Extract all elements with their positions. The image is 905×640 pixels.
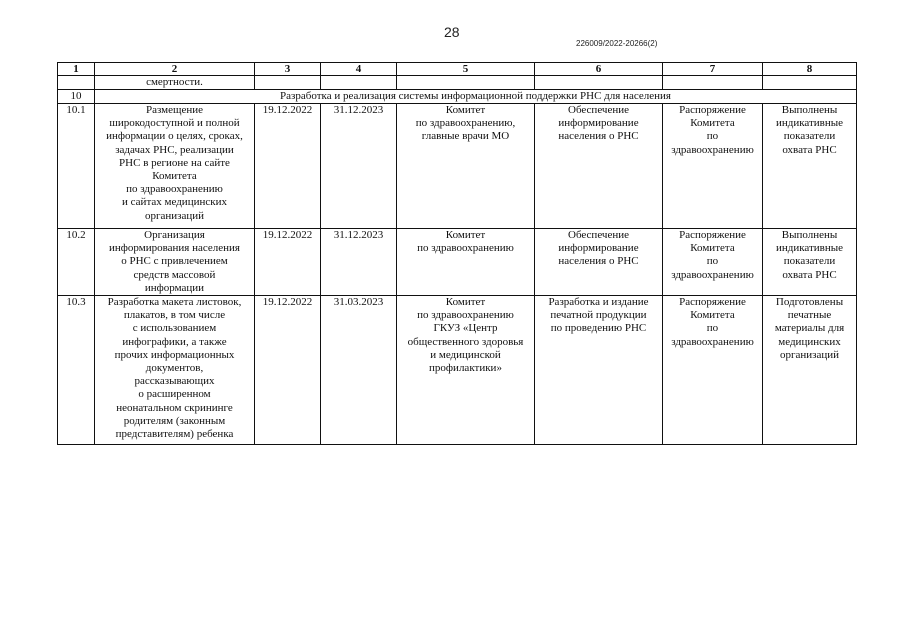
column-header-8: 8 [763,63,857,76]
document-id: 226009/2022-20266(2) [576,39,658,48]
row-number: 10.1 [58,104,95,229]
indicator-cell: Выполнены индикативные показатели охвата РНС [763,229,857,296]
start-date-cell: 19.12.2022 [255,296,321,445]
plan-table [57,62,857,445]
table-row [58,296,857,445]
start-date-cell: 19.12.2022 [255,229,321,296]
column-header-7: 7 [663,63,763,76]
section-title: Разработка и реализация системы информационной поддержки РНС для населения [95,90,857,104]
column-header-4: 4 [321,63,397,76]
continuation-cell-empty [255,76,321,90]
result-cell: Разработка и издание печатной продукции по проведению РНС [535,296,663,445]
column-number-row [58,63,857,76]
indicator-cell: Подготовлены печатные материалы для медицинских организаций [763,296,857,445]
responsible-cell: Комитет по здравоохранению ГКУЗ «Центр общественного здоровья и медицинской профилактики» [397,296,535,445]
continuation-cell-empty [321,76,397,90]
document-cell: Распоряжение Комитета по здравоохранению [663,229,763,296]
section-row [58,90,857,104]
row-number: 10.3 [58,296,95,445]
continuation-cell-empty [763,76,857,90]
continuation-cell-num [58,76,95,90]
responsible-cell: Комитет по здравоохранению, главные врачи МО [397,104,535,229]
document-cell: Распоряжение Комитета по здравоохранению [663,104,763,229]
section-number: 10 [58,90,95,104]
activity-cell: Размещение широкодоступной и полной информации о целях, сроках, задачах РНС, реализации РНС в регионе на сайте Комитета по здравоохранению и сайтах медицинских организаций [95,104,255,229]
column-header-2: 2 [95,63,255,76]
document-cell: Распоряжение Комитета по здравоохранению [663,296,763,445]
start-date-cell: 19.12.2022 [255,104,321,229]
continuation-cell-empty [663,76,763,90]
end-date-cell: 31.03.2023 [321,296,397,445]
indicator-cell: Выполнены индикативные показатели охвата РНС [763,104,857,229]
row-number: 10.2 [58,229,95,296]
table-row [58,104,857,229]
page-number: 28 [444,24,460,40]
end-date-cell: 31.12.2023 [321,229,397,296]
continuation-cell-empty [397,76,535,90]
responsible-cell: Комитет по здравоохранению [397,229,535,296]
activity-cell: Организация информирования населения о РНС с привлечением средств массовой информации [95,229,255,296]
continuation-row [58,76,857,90]
column-header-3: 3 [255,63,321,76]
result-cell: Обеспечение информирование населения о РНС [535,104,663,229]
continuation-cell-empty [535,76,663,90]
activity-cell: Разработка макета листовок, плакатов, в том числе с использованием инфографики, а также прочих информационных документов, рассказывающих о расширенном неонатальном скрининге родителям (законным представителям) ребенка [95,296,255,445]
end-date-cell: 31.12.2023 [321,104,397,229]
column-header-5: 5 [397,63,535,76]
table-row [58,229,857,296]
continuation-text: смертности. [95,76,255,90]
result-cell: Обеспечение информирование населения о РНС [535,229,663,296]
column-header-1: 1 [58,63,95,76]
column-header-6: 6 [535,63,663,76]
